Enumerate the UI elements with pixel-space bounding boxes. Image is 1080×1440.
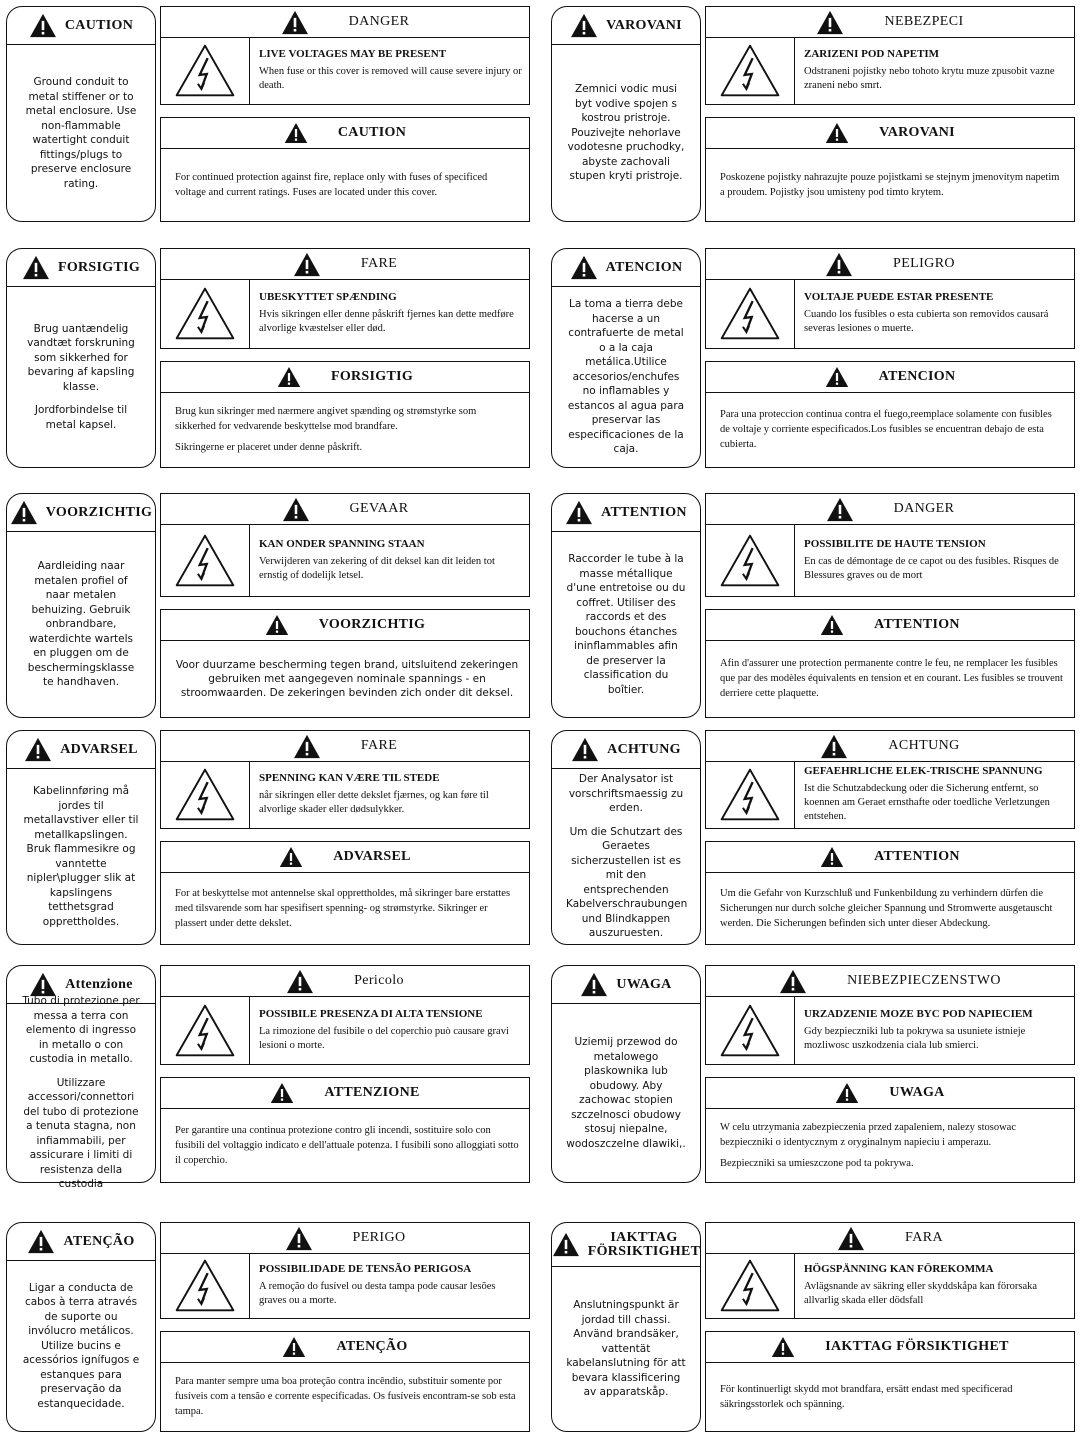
danger-label-header (161, 7, 529, 38)
electric-shock-icon (719, 533, 781, 588)
danger-label-title: PELIGRO (893, 256, 955, 271)
warning-triangle-icon (771, 1336, 795, 1358)
grounding-caution-label (551, 1222, 701, 1432)
danger-label (705, 6, 1075, 105)
grounding-label-header (7, 494, 155, 532)
fuse-caution-label (705, 609, 1075, 718)
warning-triangle-icon (820, 846, 844, 868)
danger-label-body (259, 279, 523, 348)
shock-hazard-panel (161, 1253, 250, 1318)
warning-triangle-icon (835, 1082, 859, 1104)
grounding-label-title: VOORZICHTIG (45, 504, 153, 520)
warning-triangle-icon (826, 497, 854, 522)
grounding-label-title: CAUTION (64, 17, 134, 33)
fuse-caution-header (706, 610, 1074, 641)
shock-hazard-panel (161, 279, 250, 348)
grounding-label-body (552, 532, 700, 717)
shock-hazard-panel (706, 996, 795, 1064)
warning-triangle-icon (570, 13, 598, 38)
warning-triangle-icon (24, 737, 52, 762)
fuse-caution-text: Para una proteccion continua contra el fuego,reemplace solamente con fusibles de voltaje y corriente especificados.Los fusibles se encuentran debajo de esta cubierta. (720, 409, 1052, 450)
warning-triangle-icon (277, 366, 301, 388)
danger-label-header (706, 7, 1074, 38)
grounding-label-title: VAROVANI (606, 17, 682, 33)
danger-label-header (706, 249, 1074, 280)
danger-subtitle: POSSIBILITE DE HAUTE TENSION (804, 537, 986, 550)
danger-text: En cas de démontage de ce capot ou des fusibles. Risques de Blessures graves ou de mort (804, 555, 1059, 581)
fuse-caution-title: ATTENTION (874, 617, 960, 632)
grounding-label-title: FORSIGTIG (57, 259, 141, 275)
danger-label-header (706, 731, 1074, 762)
danger-text: Gdy bezpieczniki lub ta pokrywa sa usuniete istnieje mozliwosc uszkodzenia ciala lub smierci. (804, 1025, 1026, 1051)
grounding-text: Ground conduit to metal stiffener or to metal enclosure. Use non-flammable watertight conduit fittings/plugs to preserve enclosure rating. (25, 76, 137, 190)
fuse-caution-header (706, 118, 1074, 149)
danger-text: A remoção do fusível ou desta tampa pode causar lesões graves ou a morte. (259, 1281, 496, 1306)
grounding-caution-label (6, 730, 156, 945)
fuse-caution-title: CAUTION (337, 125, 407, 140)
grounding-label-title: ATENÇÃO (63, 1233, 135, 1249)
grounding-text: Um die Schutzart des Geraetes sicherzustellen ist es mit den entsprechenden Kabelverschraubungen und Blindkappen auszuruesten. (566, 825, 688, 940)
danger-label-title: GEVAAR (349, 501, 409, 516)
fuse-caution-body (175, 640, 519, 717)
fuse-caution-header (706, 1332, 1074, 1363)
warning-triangle-icon (552, 1232, 580, 1257)
fuse-caution-label (160, 609, 530, 718)
fuse-caution-body (720, 1362, 1064, 1431)
danger-subtitle: URZADZENIE MOZE BYC POD NAPIECIEM (804, 1007, 1033, 1020)
fuse-caution-title: ADVARSEL (333, 849, 411, 864)
fuse-caution-title: IAKTTAG FÖRSIKTIGHET (825, 1339, 1009, 1354)
danger-label-body (804, 37, 1068, 104)
danger-label-body (259, 761, 523, 828)
danger-label (160, 1222, 530, 1319)
danger-subtitle: GEFAEHRLICHE ELEK-TRISCHE SPANNUNG (804, 765, 1043, 777)
warning-triangle-icon (580, 972, 608, 997)
warning-triangle-icon (270, 1082, 294, 1104)
grounding-text: Jordforbindelse til metal kapsel. (34, 404, 128, 431)
fuse-caution-text: Afin d'assurer une protection permanente contre le feu, ne remplacer les fusibles que par des modèles équivalents en tension et en courant. Les fusibles se trouvent derriere cette plaquette. (720, 658, 1063, 699)
danger-text: Verwijderen van zekering of dit deksel kan dit leiden tot ernstig of dodelijk letsel. (259, 555, 495, 581)
danger-label (705, 730, 1075, 829)
grounding-text: Aardleiding naar metalen profiel of naar metalen behuizing. Gebruik onbrandbare, waterdichte wartels en pluggen om de beschermingsklasse te handhaven. (27, 560, 135, 689)
grounding-label-header (7, 731, 155, 769)
grounding-label-header (7, 1223, 155, 1261)
fuse-caution-header (161, 118, 529, 149)
warning-label-set (6, 730, 530, 945)
grounding-label-body (552, 1267, 700, 1431)
electric-shock-icon (719, 43, 781, 98)
fuse-caution-body (720, 148, 1064, 221)
fuse-caution-text: Para manter sempre uma boa proteção contra incêndio, substituir somente por fusíveis com a tensão e corrente especificadas. Os fusíveis encontram-se sob esta tampa. (175, 1376, 516, 1417)
grounding-text: Kabelinnføring må jordes til metallavstiver eller til metallkapslingen. Bruk flammesikre og vanntette nipler\plugger slik at kapslingens tetthetsgrad opprettholdes. (23, 785, 139, 928)
fuse-caution-body (720, 392, 1064, 467)
danger-label-body (259, 524, 523, 596)
fuse-caution-body (175, 1362, 519, 1431)
danger-label (160, 6, 530, 105)
fuse-caution-header (161, 610, 529, 641)
fuse-caution-text: For continued protection against fire, replace only with fuses of specificed voltage and current ratings. Fuses are located under this cover. (175, 171, 488, 198)
grounding-text: Anslutningspunkt är jordad till chassi. Använd brandsäker, vattentät kabelanslutning för att bevara klassificering av apparatskåp. (566, 1299, 686, 1399)
warning-label-set (551, 248, 1075, 468)
warning-label-set (6, 1222, 530, 1432)
danger-text: Hvis sikringen eller denne påskrift fjernes kan dette medføre alvorlige kvæstelser eller død. (259, 309, 514, 334)
fuse-caution-text: Brug kun sikringer med nærmere angivet spænding og strømstyrke som sikkerhed for vedvarende beskyttelse mod brandfare. (175, 406, 477, 432)
electric-shock-icon (719, 1258, 781, 1313)
danger-label-header (706, 966, 1074, 997)
danger-subtitle: POSSIBILE PRESENZA DI ALTA TENSIONE (259, 1007, 483, 1020)
shock-hazard-panel (706, 37, 795, 104)
fuse-caution-text: For at beskyttelse mot antennelse skal opprettholdes, må sikringer bare erstattes med tilsvarende som har spesifisert spenning- og strømstyrke. Sikringer er plassert under dette dekslet. (175, 887, 511, 929)
warning-label-set (6, 6, 530, 222)
grounding-label-body (7, 45, 155, 221)
warning-label-set (6, 965, 530, 1191)
danger-text: Ist die Schutzabdeckung oder die Sicherung entfernt, so koennen am Geraet ernsthafte oder toedliche Verletzungen entstehen. (804, 783, 1050, 822)
warning-triangle-icon (570, 255, 598, 280)
warning-triangle-icon (279, 846, 303, 868)
grounding-label-header (7, 7, 155, 45)
warning-label-set (6, 493, 530, 718)
fuse-caution-title: ATTENTION (874, 849, 960, 864)
warning-triangle-icon (265, 614, 289, 636)
shock-hazard-panel (706, 1253, 795, 1318)
warning-triangle-icon (27, 1229, 55, 1254)
danger-text: When fuse or this cover is removed will cause severe injury or death. (259, 66, 522, 91)
danger-label-body (804, 524, 1068, 596)
danger-subtitle: UBESKYTTET SPÆNDING (259, 291, 397, 303)
danger-label-header (706, 494, 1074, 525)
grounding-label-body (7, 287, 155, 467)
fuse-caution-body (175, 392, 519, 467)
fuse-caution-header (706, 1078, 1074, 1109)
danger-label (160, 493, 530, 597)
danger-label-header (161, 249, 529, 280)
danger-label-title: FARE (360, 256, 398, 271)
grounding-label-body (7, 995, 155, 1191)
danger-text: Avlägsnande av säkring eller skyddskåpa kan förorsaka allvarlig skada eller dödsfall (804, 1281, 1038, 1306)
warning-triangle-icon (286, 969, 314, 994)
danger-label (705, 493, 1075, 597)
warning-triangle-icon (825, 122, 849, 144)
fuse-caution-body (720, 872, 1064, 944)
fuse-caution-label (705, 1331, 1075, 1432)
electric-shock-icon (719, 767, 781, 822)
danger-subtitle: HÖGSPÄNNING KAN FÖREKOMMA (804, 1263, 994, 1275)
danger-subtitle: POSSIBILIDADE DE TENSÃO PERIGOSA (259, 1263, 472, 1275)
warning-triangle-icon (571, 737, 599, 762)
electric-shock-icon (174, 286, 236, 341)
fuse-caution-title: ATENÇÃO (336, 1339, 408, 1354)
danger-label (705, 248, 1075, 349)
danger-label-title: DANGER (348, 14, 410, 29)
electric-shock-icon (174, 43, 236, 98)
grounding-caution-label (6, 493, 156, 718)
danger-label-header (161, 1223, 529, 1254)
electric-shock-icon (174, 1003, 236, 1058)
fuse-caution-title: ATTENZIONE (324, 1085, 420, 1100)
grounding-text: La toma a tierra debe hacerse a un contrafuerte de metal o a la caja metálica.Utilice accesorios/enchufes no inflamables y estancos al agua para preservar las especificaciones de la caja. (567, 298, 685, 456)
fuse-caution-text: Per garantire una continua protezione contro gli incendi, sostituire solo con fusibili del voltaggio indicato e dell'attuale potenza. I fusibili sono alloggiati sotto il coperchio. (175, 1124, 519, 1166)
electric-shock-icon (719, 286, 781, 341)
danger-label-header (161, 966, 529, 997)
grounding-label-header (552, 1223, 700, 1267)
fuse-caution-label (160, 841, 530, 945)
electric-shock-icon (719, 1003, 781, 1058)
danger-label-title: DANGER (893, 501, 955, 516)
danger-label-title: NIEBEZPIECZENSTWO (847, 973, 1001, 988)
warning-triangle-icon (281, 10, 309, 35)
warning-label-set (551, 6, 1075, 222)
shock-hazard-panel (161, 996, 250, 1064)
fuse-caution-label (160, 1077, 530, 1183)
danger-subtitle: VOLTAJE PUEDE ESTAR PRESENTE (804, 291, 994, 303)
shock-hazard-panel (161, 37, 250, 104)
grounding-label-header (552, 966, 700, 1004)
grounding-label-body (7, 1261, 155, 1431)
danger-text: La rimozione del fusibile o del coperchio può causare gravi lesioni o morte. (259, 1025, 509, 1051)
grounding-text: Brug uantændelig vandtæt forskruning som sikkerhed for bevaring af kapsling klasse. (27, 322, 135, 393)
fuse-caution-label (160, 361, 530, 468)
fuse-caution-label (705, 117, 1075, 222)
grounding-text: Ligar a conducta de cabos à terra através de suporte ou invólucro metálicos. Utilize bucins e acessórios ignífugos e estanques para preservação da estanquecidade. (22, 1281, 140, 1410)
fuse-caution-label (705, 1077, 1075, 1183)
grounding-caution-label (551, 493, 701, 718)
grounding-text: Zemnici vodic musi byt vodive spojen s kostrou pristroje. Pouzivejte nehorlave vodotesne pruchodky, abyste zachovali stupen kryti pristroje. (567, 83, 685, 183)
warning-triangle-icon (825, 252, 853, 277)
warning-triangle-icon (837, 1226, 865, 1251)
grounding-label-title: IAKTTAG FÖRSIKTIGHET (587, 1229, 701, 1259)
grounding-caution-label (551, 6, 701, 222)
grounding-label-title: ADVARSEL (60, 741, 138, 757)
grounding-label-header (552, 7, 700, 45)
grounding-label-header (552, 249, 700, 287)
warning-label-set (551, 1222, 1075, 1432)
fuse-caution-text: Poskozene pojistky nahrazujte pouze pojistkami se stejnym jmenovitym napetim a proudem. Pojistky jsou umisteny pod timto krytem. (720, 171, 1060, 198)
warning-triangle-icon (282, 1336, 306, 1358)
danger-label-body (259, 37, 523, 104)
grounding-label-body (552, 769, 700, 944)
fuse-caution-title: UWAGA (889, 1085, 945, 1100)
warning-triangle-icon (284, 122, 308, 144)
grounding-label-header (552, 494, 700, 532)
danger-label-header (161, 494, 529, 525)
warning-triangle-icon (816, 10, 844, 35)
danger-label-body (804, 1253, 1068, 1318)
warning-triangle-icon (779, 969, 807, 994)
grounding-caution-label (6, 1222, 156, 1432)
grounding-text: Der Analysator ist vorschriftsmaessig zu erden. (568, 773, 684, 815)
danger-label (705, 965, 1075, 1065)
grounding-label-title: ATTENTION (601, 504, 687, 520)
grounding-text: Tubo di protezione per messa a terra con elemento di ingresso in metallo o con custodia in metallo. (22, 995, 140, 1066)
fuse-caution-title: VAROVANI (879, 125, 955, 140)
danger-label-body (259, 996, 523, 1064)
warning-label-set (6, 248, 530, 468)
danger-label-body (804, 761, 1068, 828)
grounding-label-header (552, 731, 700, 769)
shock-hazard-panel (161, 524, 250, 596)
shock-hazard-panel (706, 524, 795, 596)
fuse-caution-header (161, 842, 529, 873)
warning-triangle-icon (293, 734, 321, 759)
danger-label-title: ACHTUNG (888, 738, 960, 753)
danger-text: Odstraneni pojistky nebo tohoto krytu muze zpusobit vazne zraneni nebo smrt. (804, 66, 1055, 91)
danger-label (705, 1222, 1075, 1319)
grounding-label-body (552, 287, 700, 467)
grounding-caution-label (551, 730, 701, 945)
danger-label (160, 730, 530, 829)
grounding-label-title: UWAGA (616, 976, 672, 992)
grounding-label-title: ACHTUNG (607, 741, 681, 757)
electric-shock-icon (174, 767, 236, 822)
warning-label-set (551, 965, 1075, 1183)
fuse-caution-header (161, 1078, 529, 1109)
fuse-caution-label (160, 117, 530, 222)
grounding-caution-label (6, 248, 156, 468)
danger-text: Cuando los fusibles o esta cubierta son removidos causará severas lesiones o muerte. (804, 309, 1049, 334)
grounding-label-title: Attenzione (65, 976, 133, 992)
grounding-caution-label (6, 965, 156, 1191)
grounding-caution-label (6, 6, 156, 222)
fuse-caution-text: Bezpieczniki sa umieszczone pod ta pokrywa. (720, 1157, 914, 1169)
fuse-caution-title: VOORZICHTIG (318, 617, 426, 632)
danger-label-header (706, 1223, 1074, 1254)
shock-hazard-panel (706, 279, 795, 348)
shock-hazard-panel (706, 761, 795, 828)
fuse-caution-body (720, 640, 1064, 717)
fuse-caution-title: FORSIGTIG (330, 369, 414, 384)
fuse-caution-label (705, 841, 1075, 945)
warning-triangle-icon (293, 252, 321, 277)
warning-triangle-icon (820, 734, 848, 759)
fuse-caution-body (175, 1108, 519, 1182)
grounding-text: Utilizzare accessori/connettori del tubo di protezione a tenuta stagna, non infiammabili, per assicurare i limiti di resistenza della custodia (23, 1076, 139, 1191)
fuse-caution-text: För kontinuerligt skydd mot brandfara, ersätt endast med specificerad säkringsstorlek och spänning. (720, 1383, 1013, 1410)
fuse-caution-text: Um die Gefahr von Kurzschluß und Funkenbildung zu verhindern dürfen die Sicherungen nur durch solche gleicher Spannung und Stromwerte ausgetauscht werden. Die Sicherungen befinden sich unter dieser Abdeckung. (720, 887, 1053, 929)
fuse-caution-text: Voor duurzame bescherming tegen brand, uitsluitend zekeringen gebruiken met aangegeven nominale spannings - en stroomwaarden. De zekeringen bevinden zich onder dit deksel. (175, 658, 519, 699)
danger-text: når sikringen eller dette dekslet fjærnes, og kan føre til alvorlige skader eller dødsulykker. (259, 790, 489, 815)
warning-triangle-icon (29, 972, 57, 997)
danger-label-title: NEBEZPECI (884, 14, 964, 29)
fuse-caution-text: Sikringerne er placeret under denne påskrift. (175, 442, 363, 453)
warning-label-set (551, 493, 1075, 718)
grounding-caution-label (551, 248, 701, 468)
grounding-label-title: ATENCION (605, 259, 683, 275)
danger-label-body (804, 279, 1068, 348)
warning-triangle-icon (22, 255, 50, 280)
fuse-caution-label (705, 361, 1075, 468)
electric-shock-icon (174, 533, 236, 588)
warning-triangle-icon (29, 13, 57, 38)
grounding-label-body (552, 45, 700, 221)
danger-subtitle: ZARIZENI POD NAPETIM (804, 48, 940, 60)
warning-label-set (551, 730, 1075, 945)
fuse-caution-body (175, 148, 519, 221)
shock-hazard-panel (161, 761, 250, 828)
warning-triangle-icon (282, 497, 310, 522)
grounding-text: Raccorder le tube à la masse métallique d'une entretoise ou du coffret. Utiliser des raccords et des bouchons étanches ininflammables afin de preserver la classification du boîtier. (566, 553, 686, 696)
fuse-caution-text: W celu utrzymania zabezpieczenia przed zapaleniem, nalezy stosowac bezpieczniki o identycznym z oryginalnym napieciu i amperazu. (720, 1121, 1016, 1148)
warning-triangle-icon (825, 366, 849, 388)
warning-triangle-icon (285, 1226, 313, 1251)
danger-subtitle: KAN ONDER SPANNING STAAN (259, 537, 425, 550)
fuse-caution-body (720, 1108, 1064, 1182)
warning-triangle-icon (820, 614, 844, 636)
fuse-caution-header (706, 842, 1074, 873)
fuse-caution-header (161, 1332, 529, 1363)
danger-label (160, 965, 530, 1065)
grounding-label-header (7, 249, 155, 287)
danger-label-title: FARE (360, 738, 398, 753)
grounding-label-body (7, 532, 155, 717)
danger-subtitle: LIVE VOLTAGES MAY BE PRESENT (259, 48, 447, 60)
danger-label-header (161, 731, 529, 762)
danger-label-title: PERIGO (352, 1230, 406, 1245)
fuse-caution-header (161, 362, 529, 393)
fuse-caution-title: ATENCION (878, 369, 956, 384)
warning-triangle-icon (565, 500, 593, 525)
grounding-label-body (552, 1004, 700, 1182)
danger-label-title: FARA (905, 1230, 943, 1245)
electric-shock-icon (174, 1258, 236, 1313)
fuse-caution-label (160, 1331, 530, 1432)
grounding-caution-label (551, 965, 701, 1183)
warning-triangle-icon (10, 500, 38, 525)
grounding-text: Uziemij przewod do metalowego plaskownika lub obudowy. Aby zachowac stopien szczelnosci obudowy stosuj niepalne, wodoszczelne dlawiki,. (566, 1036, 686, 1150)
danger-label-title: Pericolo (354, 973, 404, 988)
fuse-caution-header (706, 362, 1074, 393)
grounding-label-body (7, 769, 155, 944)
danger-subtitle: SPENNING KAN VÆRE TIL STEDE (259, 772, 440, 784)
fuse-caution-body (175, 872, 519, 944)
danger-label-body (804, 996, 1068, 1064)
danger-label (160, 248, 530, 349)
danger-label-body (259, 1253, 523, 1318)
